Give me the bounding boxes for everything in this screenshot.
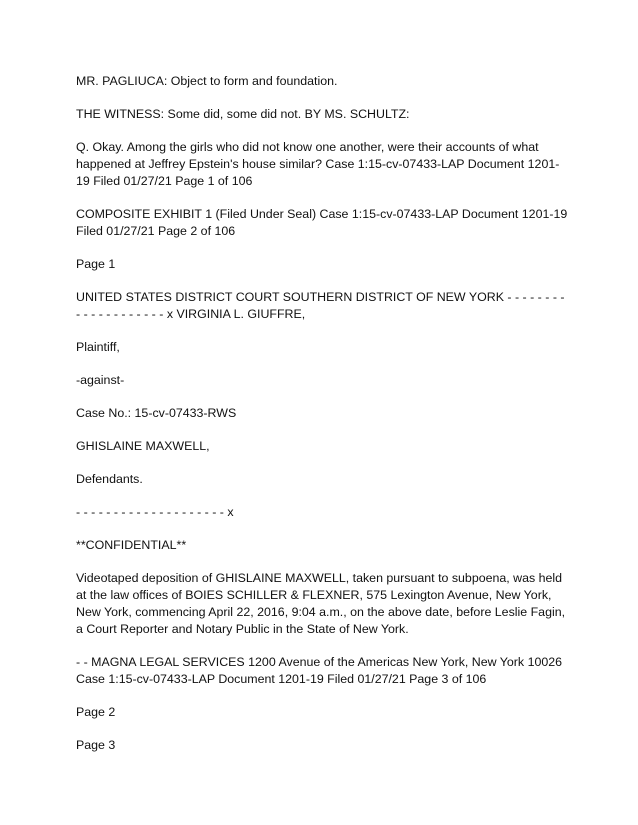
paragraph-defendant-name: GHISLAINE MAXWELL,: [76, 439, 210, 453]
paragraph-confidential: **CONFIDENTIAL**: [76, 538, 187, 552]
paragraph-deposition-description: Videotaped deposition of GHISLAINE MAXWELL, taken pursuant to subpoena, was held at the law offices of BOIES SCHILLER & FLEXNER, 575 Lexington Avenue, New York, New York, commencing April 22, 2016, 9:04 a.m., on the above date, before Leslie Fagin, a Court Reporter and Notary Public in the State of New York.: [76, 571, 566, 636]
document-body: [76, 73, 568, 770]
page-marker: Page 1: [76, 257, 116, 271]
paragraph-against: -against-: [76, 373, 125, 387]
paragraph-defendants-label: Defendants.: [76, 472, 143, 486]
paragraph-court-caption: UNITED STATES DISTRICT COURT SOUTHERN DISTRICT OF NEW YORK - - - - - - - - - - - - - - - - - - - - x VIRGINIA L. GIUFFRE,: [76, 290, 565, 321]
page-marker: Page 2: [76, 705, 116, 719]
paragraph-exhibit-header: COMPOSITE EXHIBIT 1 (Filed Under Seal) Case 1:15-cv-07433-LAP Document 1201-19 Filed 01/27/21 Page 2 of 106: [76, 207, 568, 238]
paragraph-objection: MR. PAGLIUCA: Object to form and foundation.: [76, 74, 338, 88]
page-marker: Page 3: [76, 738, 116, 752]
paragraph-case-number: Case No.: 15-cv-07433-RWS: [76, 406, 237, 420]
paragraph-caption-rule: - - - - - - - - - - - - - - - - - - - - x: [76, 505, 234, 519]
paragraph-question: Q. Okay. Among the girls who did not know one another, were their accounts of what happened at Jeffrey Epstein's house similar? Case 1:15-cv-07433-LAP Document 1201-19 Filed 01/27/21 Page 1 of 106: [76, 140, 560, 188]
paragraph-magna-legal: - - MAGNA LEGAL SERVICES 1200 Avenue of the Americas New York, New York 10026 Case 1:15-cv-07433-LAP Document 1201-19 Filed 01/27/21 Page 3 of 106: [76, 655, 563, 686]
paragraph-plaintiff-label: Plaintiff,: [76, 340, 120, 354]
paragraph-witness-answer: THE WITNESS: Some did, some did not. BY MS. SCHULTZ:: [76, 107, 410, 121]
